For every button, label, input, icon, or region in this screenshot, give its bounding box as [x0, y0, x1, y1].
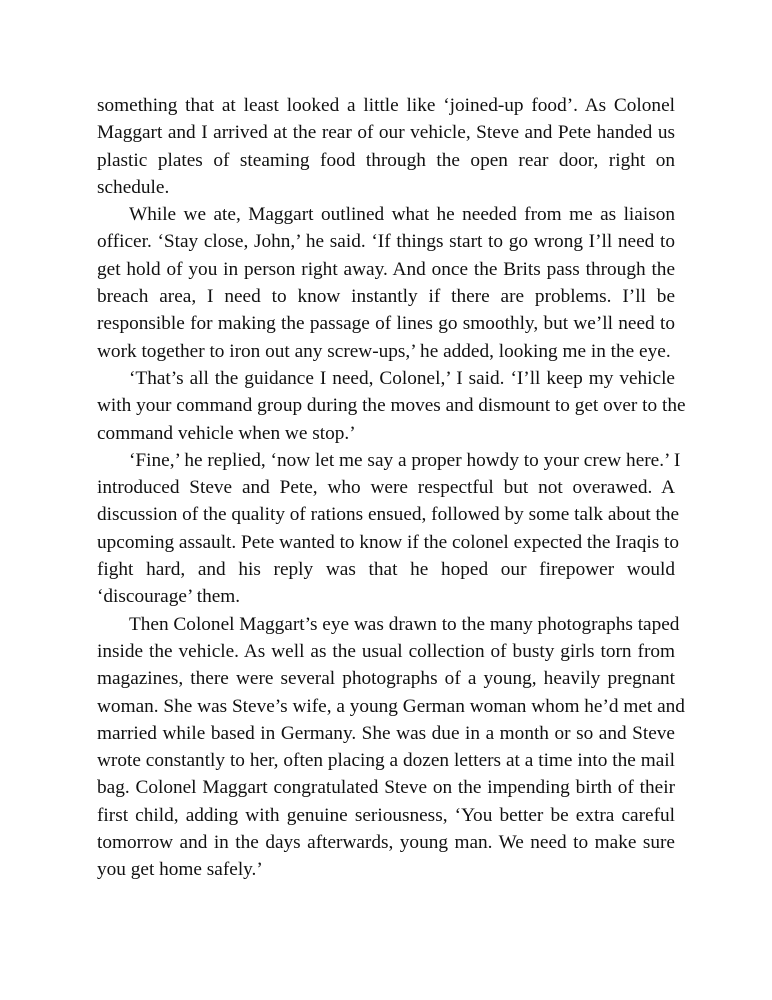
text-line: introduced Steve and Pete, who were respectful but not overawed. A [97, 477, 675, 499]
text-line: bag. Colonel Maggart congratulated Steve on the impending birth of their [97, 777, 675, 799]
text-line: inside the vehicle. As well as the usual collection of busty girls torn from [97, 640, 675, 662]
text-line: magazines, there were several photographs of a young, heavily pregnant [97, 668, 675, 690]
text-line: breach area, I need to know instantly if there are problems. I’ll be [97, 286, 675, 308]
text-line: command vehicle when we stop.’ [97, 422, 356, 444]
text-line: tomorrow and in the days afterwards, young man. We need to make sure [97, 832, 675, 854]
text-line: married while based in Germany. She was due in a month or so and Steve [97, 722, 675, 744]
text-line: upcoming assault. Pete wanted to know if the colonel expected the Iraqis to [97, 531, 680, 553]
text-line: Then Colonel Maggart’s eye was drawn to the many photographs taped [129, 613, 680, 635]
text-line: discussion of the quality of rations ensued, followed by some talk about the [97, 504, 680, 526]
text-line: ‘That’s all the guidance I need, Colonel,’ I said. ‘I’ll keep my vehicle [129, 367, 675, 389]
text-line: responsible for making the passage of lines go smoothly, but we’ll need to [97, 313, 675, 335]
text-line: get hold of you in person right away. And once the Brits pass through the [97, 258, 675, 280]
text-line: schedule. [97, 176, 170, 198]
text-line: you get home safely.’ [97, 859, 263, 881]
page-body [97, 92, 686, 884]
paragraph [97, 201, 675, 365]
text-line: wrote constantly to her, often placing a dozen letters at a time into the mail [97, 750, 675, 772]
text-line: While we ate, Maggart outlined what he needed from me as liaison [129, 204, 675, 226]
text-line: something that at least looked a little like ‘joined-up food’. As Colonel [97, 95, 675, 116]
paragraph [97, 447, 681, 611]
text-line: ‘discourage’ them. [97, 586, 241, 608]
text-line: work together to iron out any screw-ups,’ he added, looking me in the eye. [97, 340, 671, 362]
text-line: ‘Fine,’ he replied, ‘now let me say a proper howdy to your crew here.’ I [129, 449, 681, 471]
text-line: fight hard, and his reply was that he hoped our firepower would [97, 559, 675, 581]
text-line: officer. ‘Stay close, John,’ he said. ‘If things start to go wrong I’ll need to [97, 231, 675, 253]
paragraph [97, 92, 675, 201]
text-line: first child, adding with genuine seriousness, ‘You better be extra careful [97, 804, 675, 826]
text-line: woman. She was Steve’s wife, a young German woman whom he’d met and [97, 695, 685, 717]
paragraph [97, 365, 686, 447]
paragraph [97, 611, 685, 884]
text-line: with your command group during the moves and dismount to get over to the [97, 395, 686, 417]
text-line: plastic plates of steaming food through the open rear door, right on [97, 149, 675, 171]
text-line: Maggart and I arrived at the rear of our vehicle, Steve and Pete handed us [97, 122, 675, 144]
